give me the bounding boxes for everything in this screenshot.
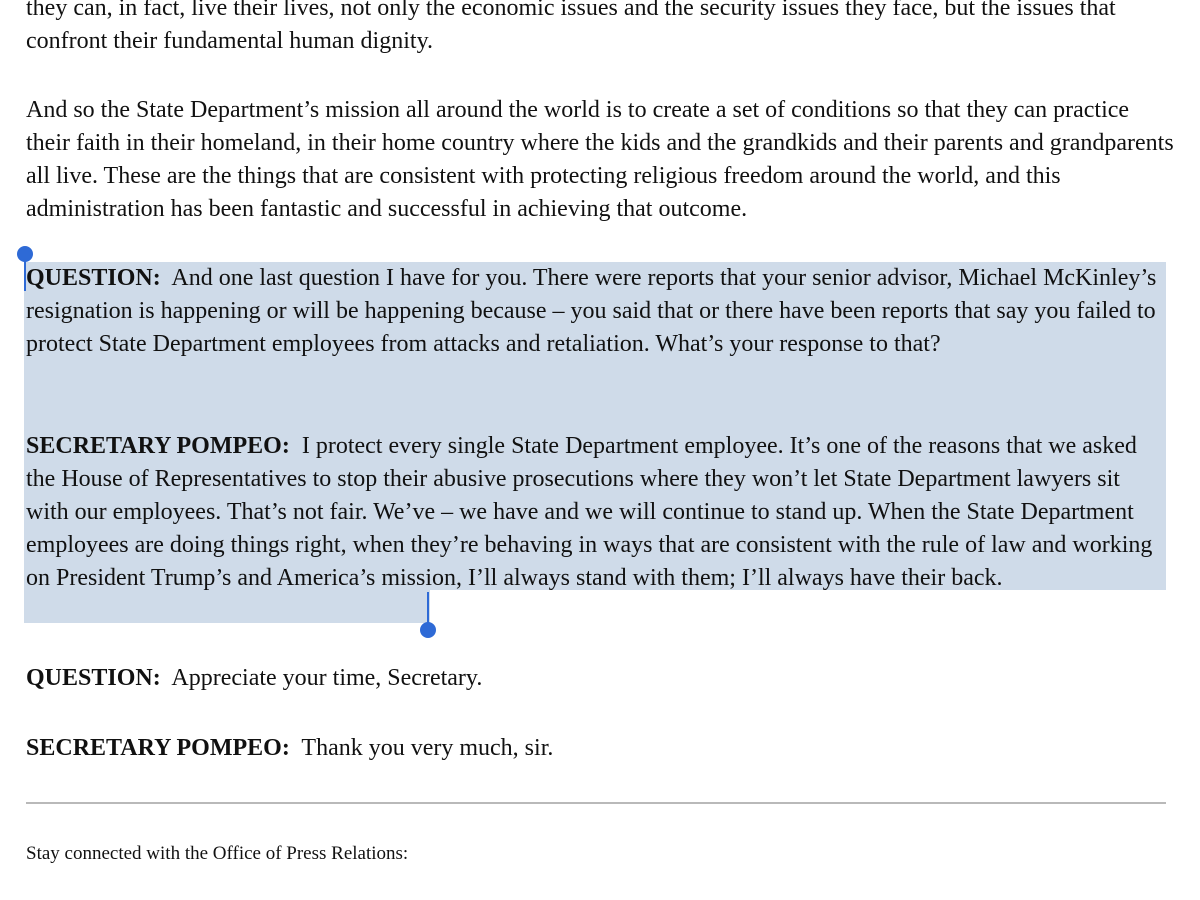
- speaker-label: QUESTION:: [26, 265, 161, 291]
- selection-end-caret: [427, 592, 429, 624]
- selection-end-handle[interactable]: [420, 622, 436, 638]
- footer-stay-connected: Stay connected with the Office of Press Relations:: [26, 843, 409, 864]
- paragraph-intro-continued: they can, in fact, live their lives, not only the economic issues and the security issues they face, but the issues that confront their fundamental human dignity.: [26, 0, 1116, 54]
- paragraph-state-mission: And so the State Department’s mission all around the world is to create a set of conditions so that they can practice their faith in their homeland, in their home country where the kids and the grandkids and their parents and grandparents all live. These are the things that are consistent with protecting religious freedom around the world, and this administration has been fantastic and successful in achieving that outcome.: [26, 97, 1174, 222]
- speaker-label: SECRETARY POMPEO:: [26, 735, 290, 761]
- paragraph-pompeo-response: [26, 430, 1166, 595]
- speaker-label: SECRETARY POMPEO:: [26, 433, 290, 459]
- paragraph-pompeo-closing: [26, 732, 1166, 765]
- question-text: And one last question I have for you. There were reports that your senior advisor, Michael McKinley’s resignation is happening or will be happening because – you said that or there have been reports that say you failed to protect State Department employees from attacks and retaliation. What’s your response to that?: [26, 265, 1157, 357]
- response-text: Thank you very much, sir.: [301, 735, 554, 761]
- question-text: Appreciate your time, Secretary.: [171, 665, 483, 691]
- speaker-label: QUESTION:: [26, 665, 161, 691]
- paragraph-question-mckinley: [26, 262, 1166, 361]
- horizontal-divider: [26, 802, 1166, 804]
- paragraph-question-closing: [26, 662, 1166, 695]
- response-text: I protect every single State Department employee. It’s one of the reasons that we asked the House of Representatives to stop their abusive prosecutions where they won’t let State Department lawyers sit with our employees. That’s not fair. We’ve – we have and we will continue to stand up. When the State Department employees are doing things right, when they’re behaving in ways that are consistent with the rule of law and working on President Trump’s and America’s mission, I’ll always stand with them; I’ll always have their back.: [26, 433, 1153, 591]
